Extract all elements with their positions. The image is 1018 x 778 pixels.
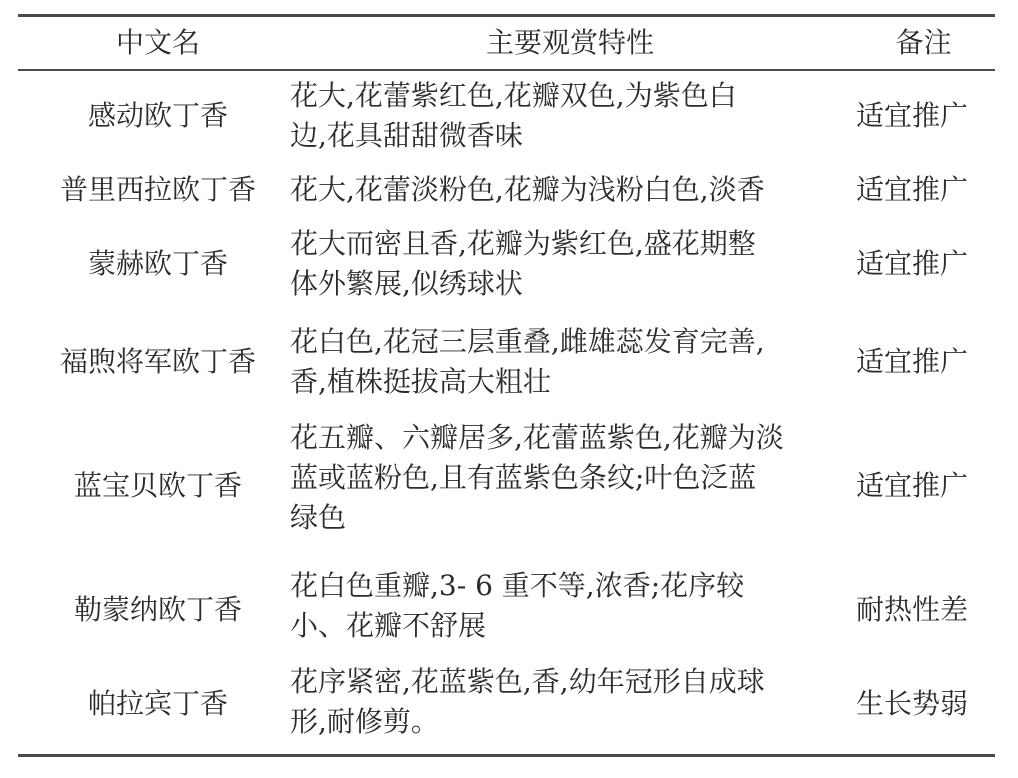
row-traits [290, 418, 850, 538]
trait-line: 花大,花蕾淡粉色,花瓣为浅粉白色,淡香 [290, 173, 765, 206]
row-traits [290, 224, 850, 304]
table-header-rule [18, 69, 995, 71]
row-note: 耐热性差 [856, 593, 969, 626]
header-note: 备注 [895, 26, 952, 59]
row-traits [290, 322, 850, 402]
trait-line: 形,耐修剪。 [290, 705, 439, 738]
trait-line: 绿色 [290, 501, 347, 534]
row-traits [290, 76, 850, 156]
row-note: 适宜推广 [856, 345, 969, 378]
header-traits: 主要观赏特性 [485, 26, 654, 59]
row-note: 适宜推广 [856, 99, 969, 132]
trait-line: 花白色重瓣,3- 6 重不等,浓香;花序较 [290, 569, 745, 602]
row-name: 勒蒙纳欧丁香 [73, 593, 242, 626]
row-name: 福煦将军欧丁香 [59, 345, 256, 378]
row-traits [290, 566, 850, 646]
table-top-rule [18, 14, 995, 17]
row-note: 适宜推广 [856, 247, 969, 280]
row-name: 感动欧丁香 [87, 99, 228, 132]
row-traits [290, 170, 850, 210]
row-name: 蒙赫欧丁香 [87, 247, 228, 280]
trait-line: 花大而密且香,花瓣为紫红色,盛花期整 [290, 227, 756, 260]
trait-line: 边,花具甜甜微香味 [290, 119, 523, 152]
row-note: 适宜推广 [856, 469, 969, 502]
row-name: 帕拉宾丁香 [87, 687, 228, 720]
row-note: 生长势弱 [856, 687, 969, 720]
row-name: 蓝宝贝欧丁香 [73, 469, 242, 502]
table-bottom-rule [18, 754, 995, 757]
trait-line: 蓝或蓝粉色,且有蓝紫色条纹;叶色泛蓝 [290, 461, 757, 494]
row-traits [290, 662, 850, 742]
trait-line: 香,植株挺拔高大粗壮 [290, 365, 551, 398]
trait-line: 体外繁展,似绣球状 [290, 267, 523, 300]
row-name: 普里西拉欧丁香 [59, 173, 256, 206]
trait-line: 花白色,花冠三层重叠,雌雄蕊发育完善, [290, 325, 765, 358]
trait-line: 小、花瓣不舒展 [290, 609, 487, 642]
trait-line: 花五瓣、六瓣居多,花蕾蓝紫色,花瓣为淡 [290, 421, 784, 454]
trait-line: 花序紧密,花蓝紫色,香,幼年冠形自成球 [290, 665, 765, 698]
row-note: 适宜推广 [856, 173, 969, 206]
trait-line: 花大,花蕾紫红色,花瓣双色,为紫色白 [290, 79, 737, 112]
header-name: 中文名 [115, 26, 200, 59]
